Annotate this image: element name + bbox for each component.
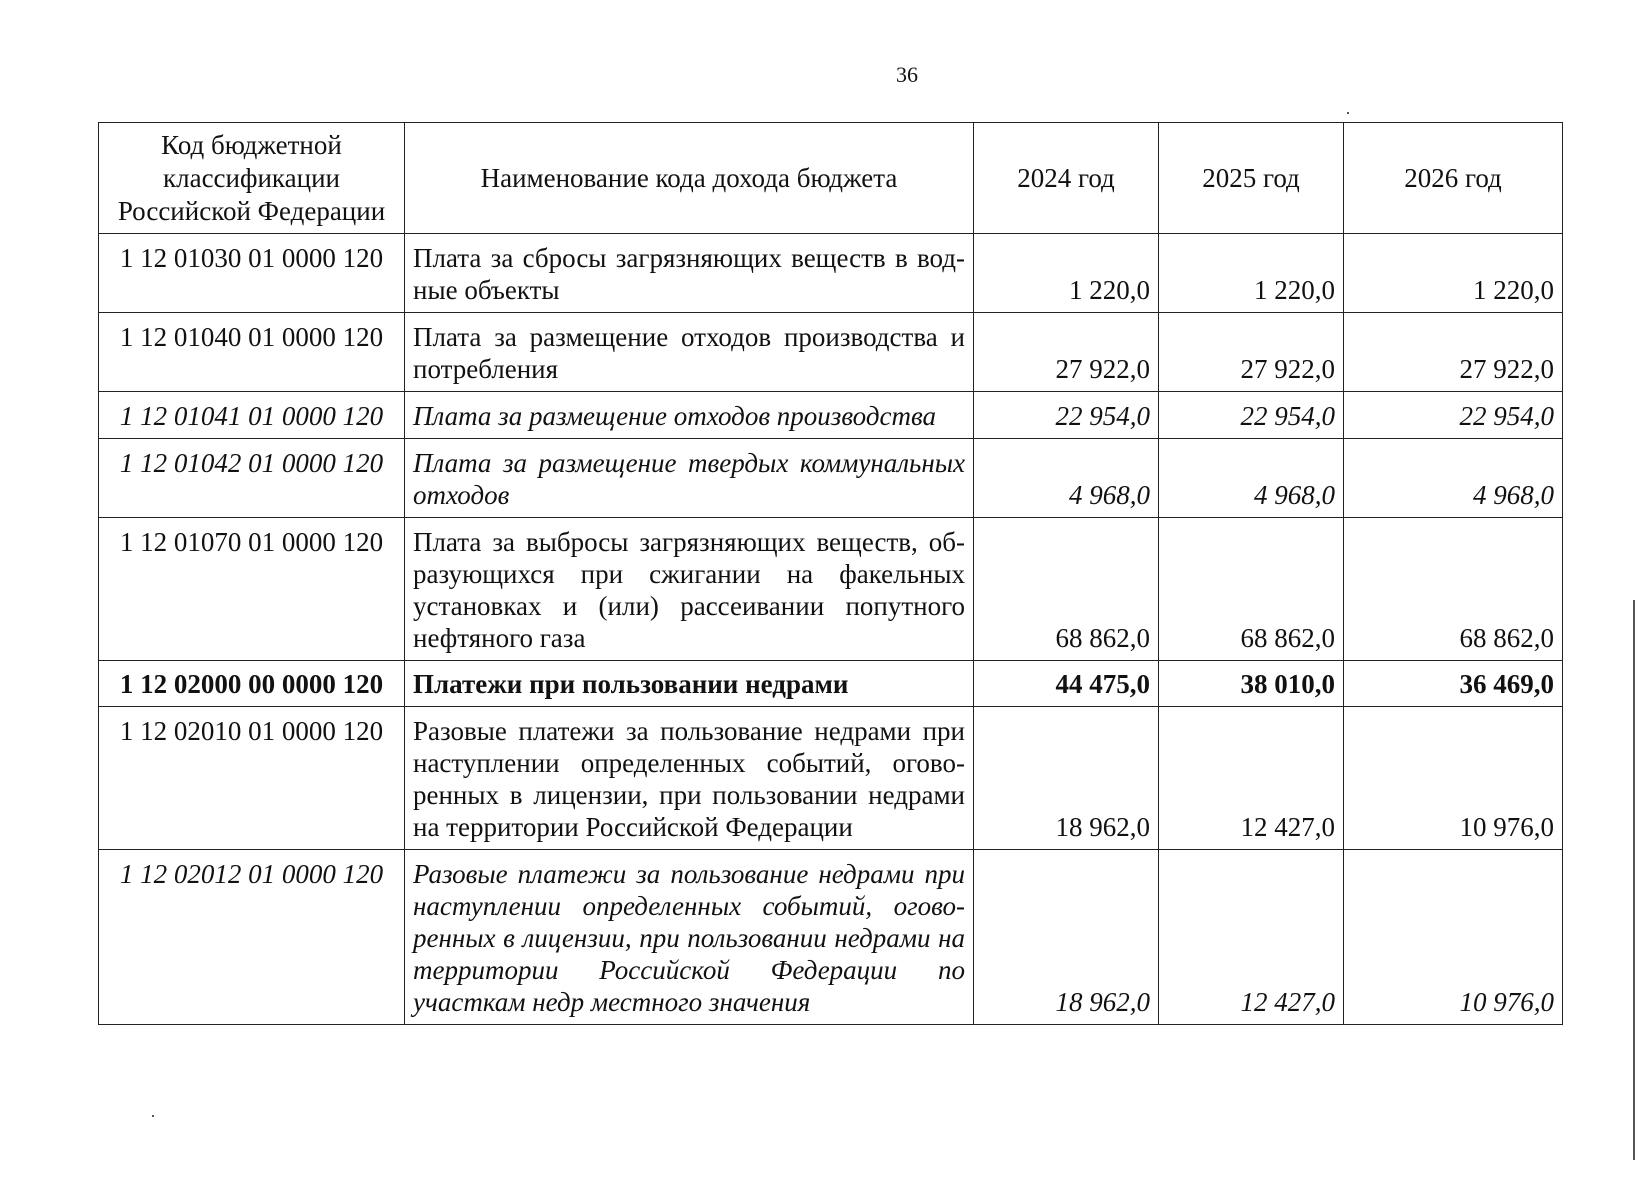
row-value-2026: 10 976,0 [1344,850,1563,1025]
scan-speck [1347,112,1349,114]
budget-revenue-table [98,122,1563,1025]
table-row [99,392,1563,439]
row-value-2026: 22 954,0 [1344,392,1563,439]
header-year-2024: 2024 год [974,123,1159,234]
row-value-2025: 22 954,0 [1159,392,1344,439]
row-name: Плата за размещение твердых коммунальных отходов [405,439,974,518]
header-name: Наименование кода дохода бюджета [405,123,974,234]
row-code: 1 12 02012 01 0000 120 [99,850,405,1025]
row-value-2025: 12 427,0 [1159,850,1344,1025]
row-value-2026: 27 922,0 [1344,313,1563,392]
row-value-2024: 4 968,0 [974,439,1159,518]
table-header-row [99,123,1563,234]
row-value-2025: 4 968,0 [1159,439,1344,518]
row-value-2025: 27 922,0 [1159,313,1344,392]
row-code: 1 12 01041 01 0000 120 [99,392,405,439]
row-value-2024: 68 862,0 [974,518,1159,661]
row-code: 1 12 01030 01 0000 120 [99,234,405,313]
scan-speck [152,1115,154,1117]
row-value-2025: 1 220,0 [1159,234,1344,313]
page-number: 36 [896,62,918,87]
scan-edge-line [1633,600,1635,1160]
row-value-2026: 1 220,0 [1344,234,1563,313]
row-name: Плата за размещение отходов производства [405,392,974,439]
row-value-2024: 22 954,0 [974,392,1159,439]
table-row [99,850,1563,1025]
table-row [99,518,1563,661]
row-name: Платежи при пользовании недрами [405,661,974,707]
row-value-2024: 18 962,0 [974,850,1159,1025]
header-year-2026: 2026 год [1344,123,1563,234]
row-value-2024: 27 922,0 [974,313,1159,392]
row-value-2024: 1 220,0 [974,234,1159,313]
table-body [99,234,1563,1025]
row-value-2025: 12 427,0 [1159,707,1344,850]
table-row [99,661,1563,707]
table-row [99,313,1563,392]
row-value-2025: 68 862,0 [1159,518,1344,661]
row-name: Разовые платежи за пользование недрами при наступлении определенных событий, оговоренных в лицензии, при пользовании недрами на территории Российской Федерации [405,707,974,850]
row-value-2026: 4 968,0 [1344,439,1563,518]
table-row [99,234,1563,313]
header-year-2025: 2025 год [1159,123,1344,234]
row-code: 1 12 02010 01 0000 120 [99,707,405,850]
row-value-2026: 36 469,0 [1344,661,1563,707]
row-code: 1 12 01042 01 0000 120 [99,439,405,518]
row-value-2026: 68 862,0 [1344,518,1563,661]
row-value-2024: 44 475,0 [974,661,1159,707]
row-name: Разовые платежи за пользование недрами при наступлении определенных событий, оговоренных в лицензии, при пользовании недрами на территории Российской Федерации по участкам недр местного значения [405,850,974,1025]
header-code: Код бюджетной классификации Российской Федерации [99,123,405,234]
row-value-2025: 38 010,0 [1159,661,1344,707]
table-row [99,439,1563,518]
table-row [99,707,1563,850]
row-code: 1 12 01070 01 0000 120 [99,518,405,661]
row-code: 1 12 02000 00 0000 120 [99,661,405,707]
row-code: 1 12 01040 01 0000 120 [99,313,405,392]
row-value-2024: 18 962,0 [974,707,1159,850]
row-name: Плата за сбросы загрязняющих веществ в водные объекты [405,234,974,313]
row-value-2026: 10 976,0 [1344,707,1563,850]
row-name: Плата за размещение отходов производства и потребления [405,313,974,392]
row-name: Плата за выбросы загрязняющих веществ, образующихся при сжигании на факельных установках и (или) рассеивании попутного нефтяного газа [405,518,974,661]
